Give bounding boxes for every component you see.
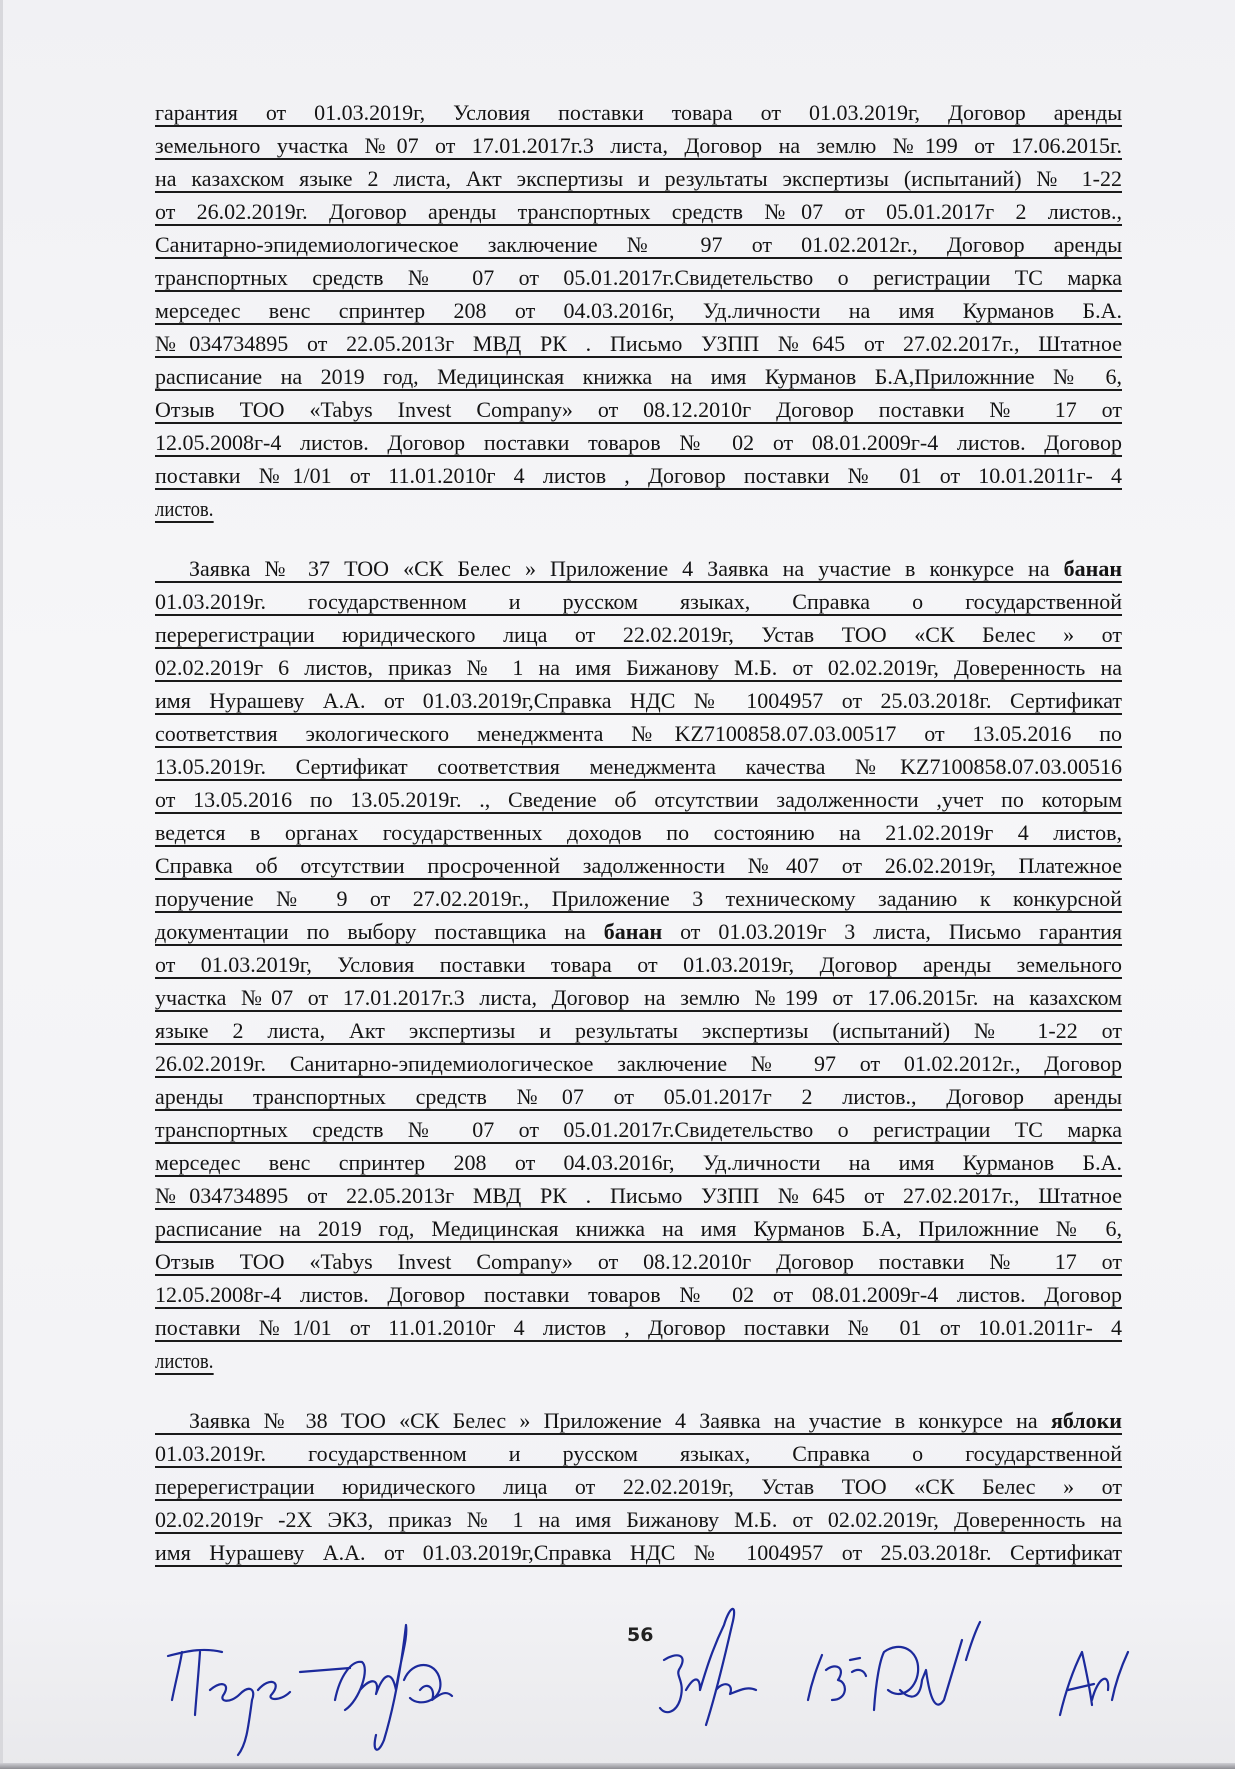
text-segment: Заявка № 38 ТОО «СК Белес » Приложение 4 Заявка на участие в конкурсе на [189,1408,1051,1433]
text-segment: Отзыв ТОО «Tabys Invest Company» от 08.12.2010г Договор поставки № 17 от [155,397,1122,422]
text-segment: листов. [155,1348,214,1373]
bold-product-name: яблоки [1050,1408,1122,1433]
text-segment: 12.05.2008г-4 листов. Договор поставки товаров № 02 от 08.01.2009г-4 листов. Договор [155,430,1122,455]
text-segment: 12.05.2008г-4 листов. Договор поставки товаров № 02 от 08.01.2009г-4 листов. Договор [155,1282,1122,1307]
text-segment: поставки №1/01 от 11.01.2010г 4 листов , Договор поставки № 01 от 10.01.2011г- 4 [155,463,1122,488]
text-segment: перерегистрации юридического лица от 22.02.2019г, Устав ТОО «СК Белес » от [155,1474,1122,1499]
text-segment: Отзыв ТОО «Tabys Invest Company» от 08.12.2010г Договор поставки № 17 от [155,1249,1122,1274]
text-segment: 01.03.2019г. государственном и русском языках, Справка о государственной [155,589,1122,614]
text-segment: имя Нурашеву А.А. от 01.03.2019г,Справка НДС № 1004957 от 25.03.2018г. Сертификат [155,1540,1122,1565]
text-segment: Заявка № 37 ТОО «СК Белес » Приложение 4 Заявка на участие в конкурсе на [189,556,1064,581]
signature-5 [1060,1652,1128,1715]
text-segment: ведется в органах государственных доходов по состоянию на 21.02.2019г 4 листов, [155,820,1122,845]
text-segment: расписание на 2019 год, Медицинская книжка на имя Курманов Б.А,Приложнние № 6, [155,364,1122,389]
text-segment: мерседес венс спринтер 208 от 04.03.2016г, Уд.личности на имя Курманов Б.А. [155,1150,1122,1175]
signature-4 [808,1622,980,1710]
text-segment: поручение № 9 от 27.02.2019г., Приложение 3 техническому заданию к конкурсной [155,886,1122,911]
text-segment: соответствия экологического менеджмента №KZ7100858.07.03.00517 от 13.05.2016 по [155,721,1122,746]
text-segment: 01.03.2019г. государственном и русском языках, Справка о государственной [155,1441,1122,1466]
text-segment: от 13.05.2016 по 13.05.2019г. ., Сведение об отсутствии задолженности ,учет по которым [155,787,1122,812]
text-segment: расписание на 2019 год, Медицинская книжка на имя Курманов Б.А, Приложнние № 6, [155,1216,1122,1241]
signature-3 [660,1609,756,1725]
text-segment: 02.02.2019г 6 листов, приказ № 1 на имя Бижанову М.Б. от 02.02.2019г, Доверенность на [155,655,1122,680]
signature-2 [300,1625,452,1750]
text-segment: участка №07 от 17.01.2017г.3 листа, Договор на землю №199 от 17.06.2015г. на казахском [155,985,1122,1010]
text-segment: Справка об отсутствии просроченной задолженности №407 от 26.02.2019г, Платежное [155,853,1122,878]
text-segment: мерседес венс спринтер 208 от 04.03.2016г, Уд.личности на имя Курманов Б.А. [155,298,1122,323]
text-segment: №034734895 от 22.05.2013г МВД РК . Письмо УЗПП №645 от 27.02.2017г., Штатное [155,331,1122,356]
text-segment: от 26.02.2019г. Договор аренды транспортных средств №07 от 05.01.2017г 2 листов., [155,199,1122,224]
text-segment: 02.02.2019г -2Х ЭКЗ, приказ № 1 на имя Бижанову М.Б. от 02.02.2019г, Доверенность на [155,1507,1122,1532]
bold-product-name: банан [603,919,663,944]
text-segment: 13.05.2019г. Сертификат соответствия менеджмента качества №KZ7100858.07.03.00516 [155,754,1122,779]
text-segment: документации по выбору поставщика на [155,919,604,944]
text-segment: 26.02.2019г. Санитарно-эпидемиологическое заключение № 97 от 01.02.2012г., Договор [155,1051,1122,1076]
signature-1 [168,1650,290,1755]
text-segment: аренды транспортных средств №07 от 05.01.2017г 2 листов., Договор аренды [155,1084,1122,1109]
text-segment: транспортных средств № 07 от 05.01.2017г.Свидетельство о регистрации ТС марка [155,265,1122,290]
text-segment: транспортных средств № 07 от 05.01.2017г.Свидетельство о регистрации ТС марка [155,1117,1122,1142]
scan-edge [0,1763,1235,1769]
text-segment: земельного участка №07 от 17.01.2017г.3 листа, Договор на землю №199 от 17.06.2015г. [155,133,1122,158]
text-segment: на казахском языке 2 листа, Акт экспертизы и результаты экспертизы (испытаний) № 1-22 [155,166,1122,191]
text-segment: от 01.03.2019г 3 листа, Письмо гарантия [662,919,1123,944]
bold-product-name: банан [1063,556,1122,581]
text-segment: №034734895 от 22.05.2013г МВД РК . Письмо УЗПП №645 от 27.02.2017г., Штатное [155,1183,1122,1208]
text-segment: листов. [155,496,214,521]
text-segment: языке 2 листа, Акт экспертизы и результаты экспертизы (испытаний) № 1-22 от [155,1018,1122,1043]
text-segment: перерегистрации юридического лица от 22.02.2019г, Устав ТОО «СК Белес » от [155,622,1122,647]
text-segment: имя Нурашеву А.А. от 01.03.2019г,Справка НДС № 1004957 от 25.03.2018г. Сертификат [155,688,1122,713]
text-segment: Санитарно-эпидемиологическое заключение № 97 от 01.02.2012г., Договор аренды [155,232,1122,257]
page-number: 56 [627,1624,654,1646]
text-segment: поставки №1/01 от 11.01.2010г 4 листов , Договор поставки № 01 от 10.01.2011г- 4 [155,1315,1122,1340]
text-segment: от 01.03.2019г, Условия поставки товара от 01.03.2019г, Договор аренды земельного [155,952,1122,977]
text-segment: гарантия от 01.03.2019г, Условия поставки товара от 01.03.2019г, Договор аренды [155,100,1122,125]
